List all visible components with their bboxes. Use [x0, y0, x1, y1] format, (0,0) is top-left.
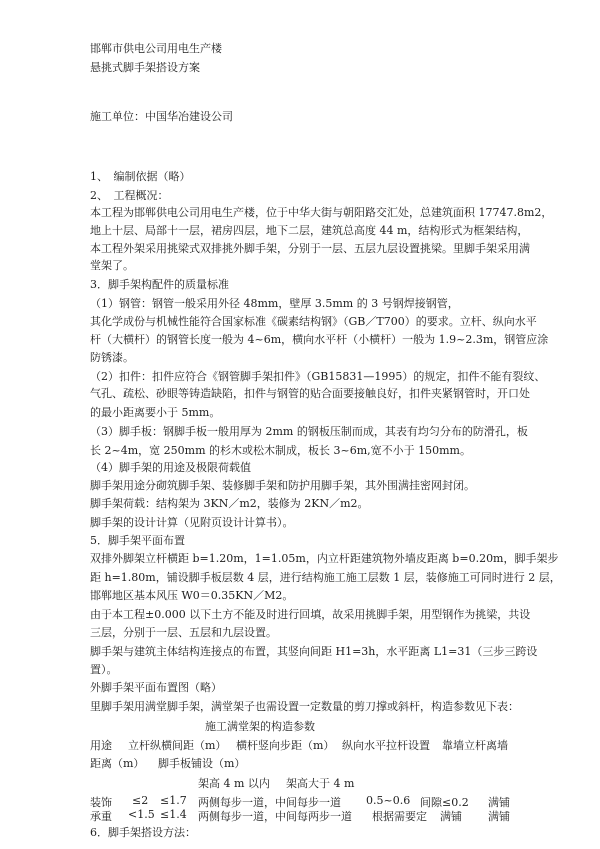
board-line: 长 2~4m，宽 250mm 的杉木或松木制成，板长 3~6m,宽不小于 150mm。 — [90, 443, 471, 457]
pipe-line: 其化学成份与机械性能符合国家标准《碳素结构钢》（GB／T700）的要求。立杆、纵向水平 — [90, 314, 537, 328]
table-header-cell: 立杆纵横间距（m） — [128, 738, 227, 752]
table-subheader-cell: 架高 4 m 以内 — [198, 776, 270, 790]
board-line: （3）脚手板：钢脚手板一般用厚为 2mm 的钢板压制而成，其表有均匀分布的防滑孔，板 — [90, 425, 528, 439]
layout-line: 双排外脚架立杆横距 b=1.20m，1=1.05m，内立杆距建筑物外墙皮距离 b=0.20m，脚手架步 — [90, 552, 559, 566]
layout-line: 里脚手架用满堂脚手架，满堂架子也需设置一定数量的剪刀撑或斜杆，构造参数见下表： — [90, 699, 519, 713]
fastener-line: 的最小距离要小于 5mm。 — [90, 405, 221, 419]
overview-line: 本工程为邯郸供电公司用电生产楼，位于中华大街与朝阳路交汇处，总建筑面积 17747.8m2， — [90, 206, 553, 219]
layout-line: 由于本工程±0.000 以下土方不能及时进行回填，故采用挑脚手架，用型钢作为挑梁，共设 — [90, 607, 531, 621]
table-header-cell: 距离（m） — [90, 757, 145, 771]
pipe-line: （1）钢管：钢管一般采用外径 48mm，壁厚 3.5mm 的 3 号钢焊接钢管， — [90, 297, 459, 311]
table-cell: 装饰 — [90, 796, 112, 809]
layout-line: 邯郸地区基本风压 W0＝0.35KN／M2。 — [90, 589, 294, 603]
section-6-heading: 6．脚手架搭设方法： — [90, 826, 196, 839]
table-cell: 满铺 — [488, 809, 510, 823]
pipe-line: 杆（大横杆）的钢管长度一般为 4~6m，横向水平杆（小横杆）一般为 1.9~2.3m，钢管应涂 — [90, 333, 549, 347]
section-3-heading: 3．脚手架构配件的质量标准 — [90, 277, 229, 291]
table-header-cell: 纵向水平拉杆设置 — [342, 738, 430, 752]
fastener-line: （2）扣件：扣件应符合《钢管脚手架扣件》（GB15831—1995）的规定，扣件不能有裂纹、 — [90, 370, 546, 383]
overview-line: 堂架了。 — [90, 259, 134, 273]
table-header-cell: 横杆竖向步距（m） — [236, 738, 335, 752]
table-cell: 满铺 — [440, 809, 462, 823]
layout-line: 三层，分别于一层、五层和九层设置。 — [90, 626, 277, 640]
usage-line: 脚手架的设计计算（见附页设计计算书）。 — [90, 515, 294, 529]
header-line-1: 邯郸市供电公司用电生产楼 — [90, 42, 222, 55]
usage-line: 脚手架荷载：结构架为 3KN／m2，装修为 2KN／m2。 — [90, 497, 369, 511]
table-title: 施工满堂架的构造参数 — [205, 720, 315, 734]
table-cell: ≤1.7 — [160, 794, 187, 807]
table-cell: 承重 — [90, 809, 112, 823]
pipe-line: 防锈漆。 — [90, 350, 134, 364]
table-cell: 根据需要定 — [372, 809, 427, 823]
table-subheader-cell: 架高大于 4 m — [286, 776, 355, 790]
table-cell: ≤2 — [132, 794, 149, 807]
usage-line: 脚手架用途分砌筑脚手架、装修脚手架和防护用脚手架，其外围满挂密网封闭。 — [90, 478, 475, 492]
contractor-line: 施工单位：中国华冶建设公司 — [90, 109, 233, 123]
layout-line: 距 h=1.80m，铺设脚手板层数 4 层，进行结构施工施工层数 1 层，装修施工可同时进行 2 层， — [90, 570, 561, 584]
layout-line: 置）。 — [90, 663, 118, 676]
header-line-2: 悬挑式脚手架搭设方案 — [90, 61, 200, 75]
fastener-line: 气孔、疏松、砂眼等铸造缺陷，扣件与钢管的贴合面要接触良好，扣件夹紧钢管时，开口处 — [90, 387, 530, 401]
table-header-cell: 脚手板铺设（m） — [158, 757, 246, 771]
table-header-cell: 靠墙立杆离墙 — [442, 738, 508, 752]
table-header-cell: 用途 — [90, 738, 112, 752]
layout-line: 外脚手架平面布置图（略） — [90, 681, 222, 695]
table-cell: 满铺 — [488, 796, 510, 809]
table-cell: 两侧每步一道，中间每步一道 — [198, 796, 341, 809]
layout-line: 脚手架与建筑主体结构连接点的布置，其竖向间距 H1=3h，水平距离 L1=31（三步三跨设 — [90, 644, 538, 658]
table-cell: 间隙≤0.2 — [420, 796, 469, 809]
section-5-heading: 5．脚手架平面布置 — [90, 533, 185, 547]
table-cell: <1.5 — [128, 807, 155, 821]
table-cell: 两侧每步一道，中间每两步一道 — [198, 809, 352, 823]
table-cell: ≤1.4 — [160, 807, 187, 821]
overview-line: 地上十层、局部十一层，裙房四层，地下二层，建筑总高度 44 m，结构形式为框架结构， — [90, 224, 529, 238]
usage-line: （4）脚手架的用途及极限荷载值 — [90, 461, 251, 475]
overview-line: 本工程外架采用挑梁式双排挑外脚手架，分别于一层、五层九层设置挑梁。里脚手架采用满 — [90, 241, 530, 255]
section-2-heading: 2、 工程概况： — [90, 188, 169, 202]
table-cell: 0.5~0.6 — [366, 794, 411, 807]
section-1-heading: 1、 编制依据（略） — [90, 170, 191, 184]
